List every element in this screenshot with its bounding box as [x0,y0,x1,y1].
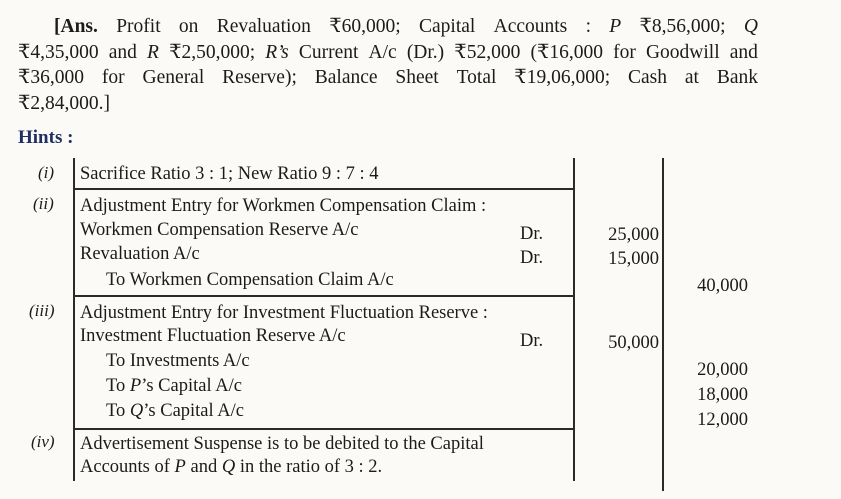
to-prefix: To [106,401,130,421]
row-divider [73,295,574,297]
answer-word: Accounts [493,16,568,37]
answer-word: (Dr.) [406,41,445,63]
answer-line-2 [18,40,758,66]
answer-word: Balance [314,67,378,88]
row-divider [73,428,574,430]
answer-word: : [585,16,591,37]
answer-word: and [729,41,758,63]
answer-word: ₹2,50,000; [169,41,256,63]
text-part: in the ratio of 3 : 2. [235,457,383,477]
answer-word: ₹4,35,000 [18,41,99,63]
hint-number: (iii) [29,301,55,320]
answer-word: ₹52,000 [454,41,521,63]
answer-word: General [142,67,205,88]
partner-letter: Q [221,457,236,477]
text-part: Accounts of [80,457,175,477]
debit-amount: 50,000 [608,333,659,353]
hint-text: Sacrifice Ratio 3 : 1; New Ratio 9 : 7 : 4 [80,164,379,184]
debit-column-border [662,158,664,491]
answer-paragraph [18,14,758,116]
answer-word: Bank [716,67,758,88]
credit-amount: 20,000 [697,360,748,380]
text-part: and [185,457,222,477]
credit-amount: 40,000 [697,276,748,296]
answer-word: for [613,41,636,63]
entry-heading: Adjustment Entry for Investment Fluctuation Reserve : [80,303,488,323]
account-name: Revaluation A/c [80,244,200,264]
dr-label: Dr. [520,331,544,351]
answer-word: (₹16,000 [530,41,603,63]
dr-label: Dr. [520,224,544,244]
answer-word: ₹19,06,000; [514,67,611,88]
answer-word: Current [298,41,359,63]
row-divider [73,188,574,190]
answer-word: ₹36,000 [18,67,85,88]
hint-number: (i) [38,163,55,182]
dr-label: Dr. [520,248,544,268]
answer-word: Goodwill [645,41,720,63]
account-name: To Investments A/c [106,351,250,371]
answer-word: Q [743,16,758,37]
answer-line-3 [18,65,758,91]
credit-amount: 12,000 [697,410,748,430]
answer-word: Profit [116,16,161,37]
answer-word: Total [456,67,497,88]
answer-word: R’s [265,41,289,63]
answer-word: ₹2,84,000.] [18,92,111,114]
partner-letter: P [129,376,142,396]
hint-number: (ii) [33,194,54,213]
answer-line-4 [18,91,758,117]
hints-title: Hints : [18,127,74,148]
account-name [106,375,242,397]
answer-line-1 [18,14,758,40]
account-suffix: ’s Capital A/c [141,376,242,396]
answer-word: on [178,16,199,37]
answer-word: Cash [627,67,667,88]
table-right-border [573,158,575,481]
answer-word: A/c [368,41,397,63]
hint-text: Advertisement Suspense is to be debited to the Capital [80,434,484,454]
answer-word: Revaluation [216,16,311,37]
account-name: Investment Fluctuation Reserve A/c [80,326,346,346]
debit-amount: 15,000 [608,249,659,269]
partner-letter: P [174,457,186,477]
answer-word: R [147,41,159,63]
answer-word: Reserve); [222,67,297,88]
account-name: Workmen Compensation Reserve A/c [80,220,359,240]
answer-word: ₹8,56,000; [639,16,726,37]
answer-word: [Ans. [54,16,98,37]
account-name [106,400,244,422]
table-left-border [73,158,75,481]
partner-letter: Q [129,401,144,421]
to-prefix: To [106,376,130,396]
debit-amount: 25,000 [608,225,659,245]
answer-word: and [108,41,137,63]
account-suffix: ’s Capital A/c [143,401,244,421]
answer-word: at [684,67,699,88]
hint-number: (iv) [31,432,55,451]
answer-word: Sheet [395,67,439,88]
answer-word: P [609,16,622,37]
hint-text [80,456,382,478]
entry-heading: Adjustment Entry for Workmen Compensation Claim : [80,196,487,216]
answer-word: Capital [418,16,476,37]
credit-amount: 18,000 [697,385,748,405]
account-name: To Workmen Compensation Claim A/c [106,270,394,290]
answer-word: for [101,67,125,88]
answer-word: ₹60,000; [329,16,401,37]
